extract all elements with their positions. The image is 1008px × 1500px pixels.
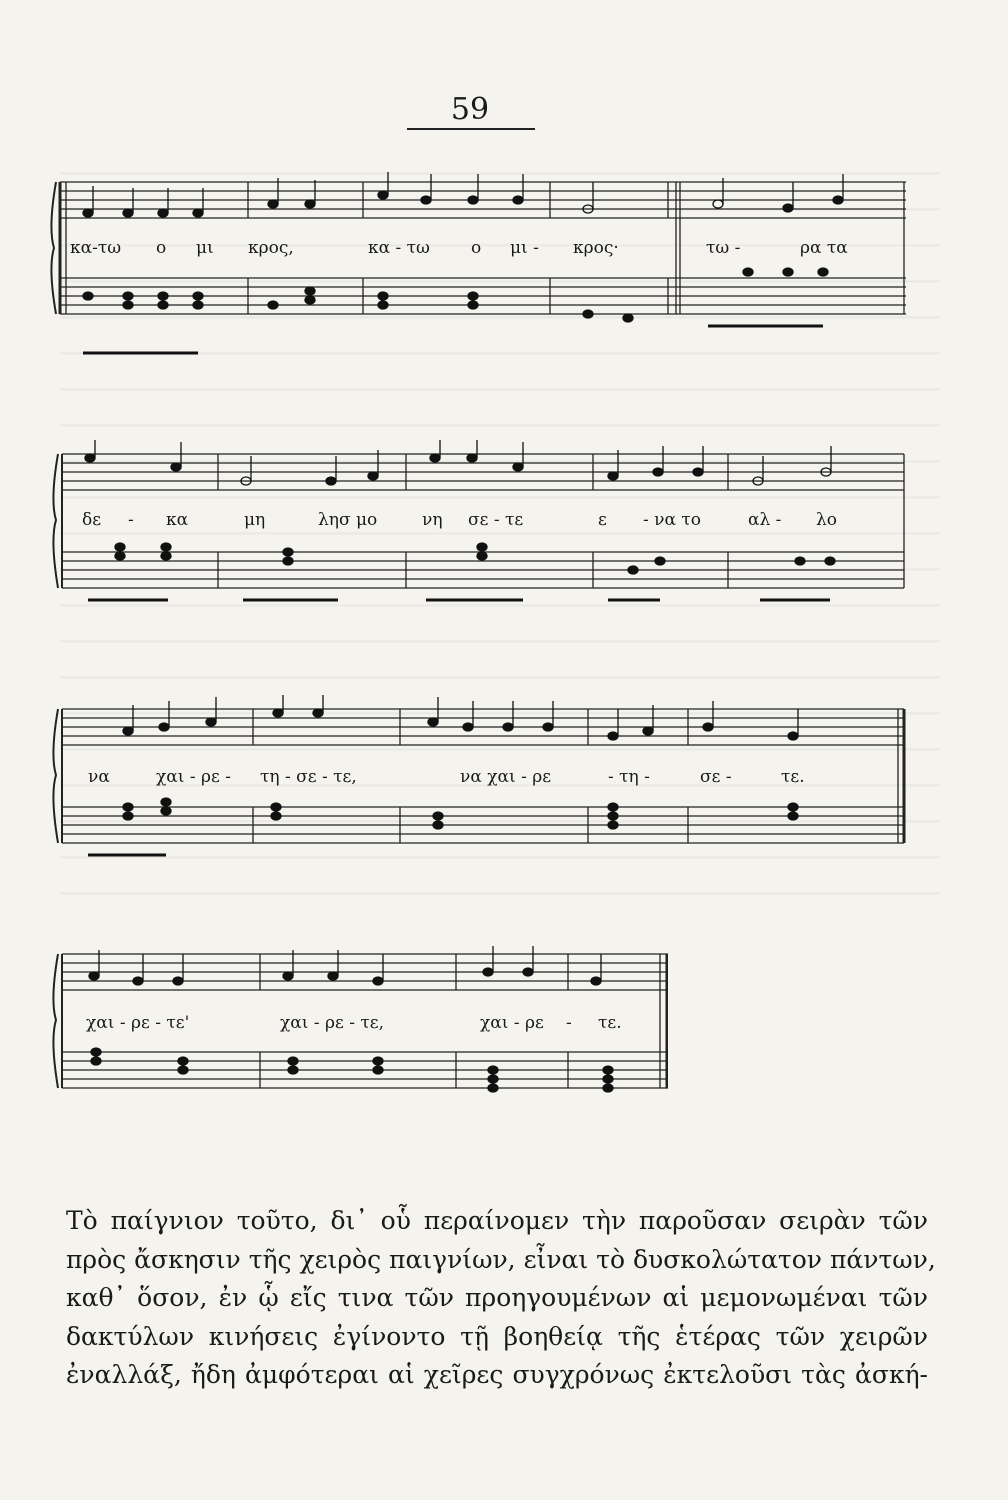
lyric-syllable: τω -	[706, 238, 741, 258]
lyric-syllable: μι -	[510, 238, 539, 258]
text-line: Τὸ παίγνιον τοῦτο, δι᾽ οὗ περαίνομεν τὴν παροῦσαν σειρὰν τῶν	[66, 1206, 928, 1235]
lyric-syllable: νη	[422, 510, 443, 530]
lyric-syllable: τη - σε - τε,	[260, 767, 357, 787]
lyric-syllable: ε	[598, 510, 607, 530]
lyric-syllable: λησ μο	[318, 510, 378, 530]
lyric-syllable: κα-τω	[70, 238, 122, 258]
lyric-syllable: τε.	[598, 1013, 622, 1033]
lyric-syllable: - τη -	[608, 767, 650, 787]
lyric-syllable: χαι - ρε	[480, 1013, 544, 1033]
lyric-syllable: να χαι - ρε	[460, 767, 552, 787]
score-staves	[48, 440, 908, 630]
text-line: καθ᾽ ὅσον, ἐν ᾧ εἴς τινα τῶν προηγουμένων αἱ μεμονωμέναι τῶν	[66, 1283, 928, 1312]
lyric-syllable: κα	[166, 510, 189, 530]
lyric-syllable: μι	[196, 238, 214, 258]
lyric-syllable: χαι - ρε - τε'	[86, 1013, 190, 1033]
text-line: ἐναλλάξ, ἤδη ἀμφότεραι αἱ χεῖρες συγχρόνως ἐκτελοῦσι τὰς ἀσκή-	[66, 1360, 928, 1389]
music-system-1	[48, 168, 908, 368]
lyric-syllable: αλ -	[748, 510, 782, 530]
lyric-syllable: - να το	[643, 510, 702, 530]
music-system-4	[48, 940, 908, 1120]
lyric-syllable: κρος·	[573, 238, 619, 258]
lyric-syllable: ο	[471, 238, 482, 258]
lyric-syllable: τε.	[781, 767, 805, 787]
score-staves	[48, 168, 908, 368]
text-line: πρὸς ἄσκησιν τῆς χειρὸς παιγνίων, εἶναι τὸ δυσκολώτατον πάντων,	[66, 1244, 936, 1274]
lyric-syllable: ρα τα	[800, 238, 848, 258]
lyric-syllable: κρος,	[248, 238, 294, 258]
lyric-syllable: -	[128, 510, 134, 530]
music-system-3	[48, 695, 908, 875]
lyric-syllable: να	[88, 767, 110, 787]
body-paragraph	[66, 1202, 936, 1395]
header-rule	[407, 128, 535, 130]
lyric-syllable: σε -	[700, 767, 732, 787]
lyric-syllable: κα - τω	[368, 238, 430, 258]
lyric-syllable: χαι - ρε -	[156, 767, 231, 787]
lyric-syllable: χαι - ρε - τε,	[280, 1013, 384, 1033]
lyric-syllable: ο	[156, 238, 167, 258]
lyric-syllable: σε - τε	[468, 510, 524, 530]
text-line: δακτύλων κινήσεις ἐγίνοντο τῇ βοηθείᾳ τῆς ἑτέρας τῶν χειρῶν	[66, 1321, 928, 1351]
lyric-syllable: -	[566, 1013, 572, 1033]
page-number: 59	[450, 92, 490, 127]
lyric-syllable: δε	[82, 510, 102, 530]
music-system-2	[48, 440, 908, 630]
lyric-syllable: λο	[816, 510, 838, 530]
lyric-syllable: μη	[244, 510, 266, 530]
